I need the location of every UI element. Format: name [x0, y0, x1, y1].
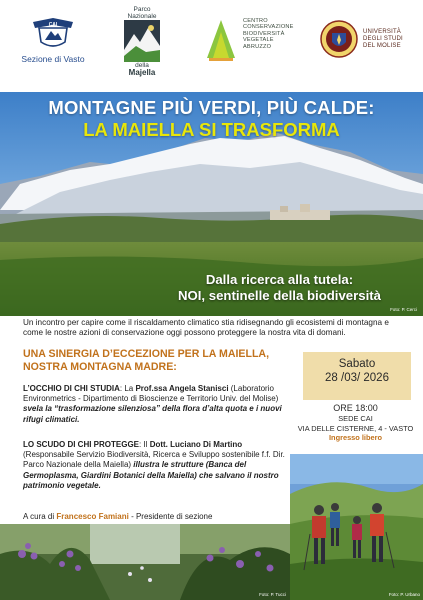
unimol-seal-icon: [320, 20, 358, 58]
unimol-line: UNIVERSITÀ: [363, 28, 402, 35]
synergy-line2: NOSTRA MONTAGNA MADRE:: [23, 360, 177, 373]
parco-label-4: Majella: [128, 68, 156, 77]
ccb-line: BIODIVERSITÀ: [243, 30, 285, 37]
speaker2-paragraph: [23, 440, 293, 491]
event-day: Sabato: [338, 358, 376, 370]
speaker2-role: (Responsabile Servizio Biodiversità, Ricerca e Sviluppo sostenibile f.f. Dir. Parco Nazionale della Maiella): [23, 450, 285, 470]
speaker1-desc-bold: “trasformazione silenziosa”: [54, 404, 160, 414]
ccb-line: VEGETALE: [243, 37, 274, 44]
event-date: 28 /03/ 2026: [325, 372, 389, 384]
ccb-leaf-icon: [205, 18, 237, 62]
logo-strip: [0, 0, 423, 92]
speaker1-name: Prof.ssa Angela Stanisci: [135, 384, 229, 393]
speaker1-desc-pre: svela la: [23, 404, 55, 414]
speaker2-heading: LO SCUDO DI CHI PROTEGGE: [23, 440, 140, 449]
speaker1-heading: L’OCCHIO DI CHI STUDIA: [23, 384, 120, 393]
parco-mountain-icon: [124, 20, 160, 62]
event-venue: SEDE CAI: [338, 414, 373, 423]
flowers-photo-credit: Foto: P. Tucci: [259, 592, 286, 597]
hero-subheading-line1: Dalla ricerca alla tutela:: [205, 272, 354, 287]
hikers-image: [290, 454, 423, 600]
event-time: ORE 18:00: [333, 403, 378, 413]
unimol-line: DEL MOLISE: [363, 42, 401, 49]
hero-title-line1: MONTAGNE PIÙ VERDI, PIÙ CALDE:: [48, 97, 375, 118]
event-address: VIA DELLE CISTERNE, 4 - VASTO: [297, 423, 414, 433]
hikers-photo: [290, 454, 423, 600]
hero-photo-credit: Foto: P. Cerci: [390, 307, 417, 312]
hero-title-line2: LA MAIELLA SI TRASFORMA: [83, 119, 340, 140]
ccb-text: [243, 18, 294, 50]
hero-subheading-line2: NOI, sentinelle della biodiversità: [177, 288, 381, 303]
hero-photo: [0, 92, 423, 316]
parco-label-1: Parco: [133, 6, 151, 13]
cai-logo: [18, 16, 88, 64]
curator-suffix: - Presidente di sezione: [128, 512, 213, 521]
intro-paragraph: Un incontro per capire come il riscaldamento climatico stia ridisegnando gli ecosistemi di montagna e come le nostre azioni di conservazione oggi possono proteggere la nostra vita di domani.: [23, 318, 389, 338]
speaker1-paragraph: [23, 384, 293, 425]
svg-text:CAI: CAI: [48, 22, 58, 28]
unimol-text: [363, 29, 403, 50]
synergy-heading: [23, 348, 293, 373]
ccb-line: CENTRO: [243, 18, 268, 24]
ccb-line: CONSERVAZIONE: [243, 24, 294, 31]
flowers-photo: [0, 524, 290, 600]
ccb-logo: [205, 18, 315, 62]
hikers-photo-credit: Foto: P. Urbano: [388, 592, 420, 597]
hero-subheading: [178, 272, 381, 304]
speaker2-desc-bold: (Banca del Germoplasma, Giardini Botanici della Maiella): [23, 460, 247, 480]
curator-prefix: A cura di: [23, 512, 57, 521]
speaker2-desc-pre: illustra le strutture: [133, 460, 206, 470]
speaker1-desc-post: della flora d’alta quota e i nuovi rifugi climatici.: [23, 404, 282, 424]
speaker2-intro: : Il: [139, 440, 150, 449]
speaker2-name: Dott. Luciano Di Martino: [149, 440, 243, 449]
ccb-line: ABRUZZO: [243, 43, 272, 50]
cai-emblem-icon: [31, 16, 75, 50]
parco-label-2: Nazionale: [127, 13, 157, 20]
event-entry: Ingresso libero: [329, 433, 382, 442]
synergy-line1: UNA SINERGIA D’ECCEZIONE PER LA MAIELLA,: [23, 348, 270, 360]
unimol-line: DEGLI STUDI: [363, 35, 403, 42]
speaker1-intro: : La: [119, 384, 136, 393]
speaker2-desc-post: che salvano il nostro patrimonio vegetale.: [23, 470, 279, 490]
cai-section-label: Sezione di Vasto: [21, 54, 85, 64]
parco-logo: [120, 6, 164, 80]
unimol-logo: [320, 20, 420, 58]
event-date-box: [303, 352, 411, 400]
parco-label-3: della: [135, 62, 149, 69]
speaker1-role: (Laboratorio Environmetrics - Dipartimento di Bioscienze e Territorio Univ. del Molise): [23, 384, 279, 404]
alpine-flowers-image: [0, 524, 290, 600]
event-info: [293, 402, 418, 443]
curator-line: [23, 512, 212, 521]
curator-name: Francesco Famiani: [56, 512, 129, 521]
